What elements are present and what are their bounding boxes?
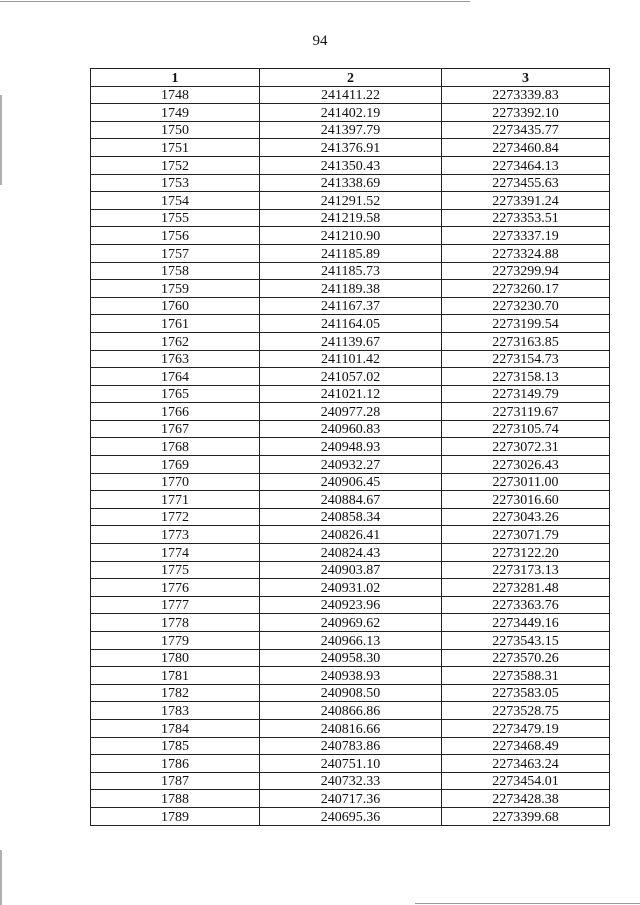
x-coordinate-cell: 240948.93 [260, 438, 442, 456]
table-row [91, 456, 610, 474]
x-coordinate-cell: 240826.41 [260, 526, 442, 544]
x-coordinate-cell: 241402.19 [260, 104, 442, 122]
table-row [91, 702, 610, 720]
point-number-cell: 1757 [91, 244, 260, 262]
x-coordinate-cell: 240858.34 [260, 508, 442, 526]
point-number-cell: 1764 [91, 368, 260, 386]
table-header-row [91, 69, 610, 87]
table-row [91, 420, 610, 438]
y-coordinate-cell: 2273392.10 [442, 104, 610, 122]
table-row [91, 632, 610, 650]
point-number-cell: 1758 [91, 262, 260, 280]
page-number: 94 [312, 33, 328, 49]
point-number-cell: 1753 [91, 174, 260, 192]
y-coordinate-cell: 2273072.31 [442, 438, 610, 456]
y-coordinate-cell: 2273105.74 [442, 420, 610, 438]
table-row [91, 368, 610, 386]
table-row [91, 667, 610, 685]
point-number-cell: 1755 [91, 209, 260, 227]
y-coordinate-cell: 2273464.13 [442, 156, 610, 174]
table-row [91, 719, 610, 737]
point-number-cell: 1780 [91, 649, 260, 667]
x-coordinate-cell: 240824.43 [260, 544, 442, 562]
x-coordinate-cell: 241021.12 [260, 385, 442, 403]
y-coordinate-cell: 2273479.19 [442, 719, 610, 737]
x-coordinate-cell: 241185.73 [260, 262, 442, 280]
y-coordinate-cell: 2273353.51 [442, 209, 610, 227]
x-coordinate-cell: 241167.37 [260, 297, 442, 315]
point-number-cell: 1776 [91, 579, 260, 597]
y-coordinate-cell: 2273583.05 [442, 684, 610, 702]
point-number-cell: 1779 [91, 632, 260, 650]
y-coordinate-cell: 2273588.31 [442, 667, 610, 685]
y-coordinate-cell: 2273173.13 [442, 561, 610, 579]
point-number-cell: 1767 [91, 420, 260, 438]
x-coordinate-cell: 240906.45 [260, 473, 442, 491]
point-number-cell: 1784 [91, 719, 260, 737]
x-coordinate-cell: 240966.13 [260, 632, 442, 650]
point-number-cell: 1781 [91, 667, 260, 685]
y-coordinate-cell: 2273043.26 [442, 508, 610, 526]
scan-edge-bottom [415, 903, 640, 904]
y-coordinate-cell: 2273339.83 [442, 86, 610, 104]
table-row [91, 649, 610, 667]
table-row [91, 772, 610, 790]
table-row [91, 262, 610, 280]
x-coordinate-cell: 240903.87 [260, 561, 442, 579]
point-number-cell: 1774 [91, 544, 260, 562]
y-coordinate-cell: 2273158.13 [442, 368, 610, 386]
table-row [91, 280, 610, 298]
point-number-cell: 1775 [91, 561, 260, 579]
table-body [91, 86, 610, 825]
table-row [91, 438, 610, 456]
table-row [91, 104, 610, 122]
point-number-cell: 1772 [91, 508, 260, 526]
table-row [91, 755, 610, 773]
point-number-cell: 1759 [91, 280, 260, 298]
point-number-cell: 1754 [91, 192, 260, 210]
y-coordinate-cell: 2273071.79 [442, 526, 610, 544]
point-number-cell: 1788 [91, 790, 260, 808]
x-coordinate-cell: 240884.67 [260, 491, 442, 509]
x-coordinate-cell: 240816.66 [260, 719, 442, 737]
table-row [91, 807, 610, 825]
x-coordinate-cell: 241397.79 [260, 121, 442, 139]
table-row [91, 684, 610, 702]
table-row [91, 579, 610, 597]
y-coordinate-cell: 2273428.38 [442, 790, 610, 808]
point-number-cell: 1756 [91, 227, 260, 245]
y-coordinate-cell: 2273454.01 [442, 772, 610, 790]
x-coordinate-cell: 240969.62 [260, 614, 442, 632]
y-coordinate-cell: 2273199.54 [442, 315, 610, 333]
x-coordinate-cell: 241057.02 [260, 368, 442, 386]
y-coordinate-cell: 2273026.43 [442, 456, 610, 474]
y-coordinate-cell: 2273570.26 [442, 649, 610, 667]
table-row [91, 403, 610, 421]
x-coordinate-cell: 240977.28 [260, 403, 442, 421]
x-coordinate-cell: 241291.52 [260, 192, 442, 210]
table-row [91, 596, 610, 614]
y-coordinate-cell: 2273435.77 [442, 121, 610, 139]
point-number-cell: 1789 [91, 807, 260, 825]
point-number-cell: 1751 [91, 139, 260, 157]
table-row [91, 385, 610, 403]
table-row [91, 332, 610, 350]
x-coordinate-cell: 241376.91 [260, 139, 442, 157]
y-coordinate-cell: 2273119.67 [442, 403, 610, 421]
point-number-cell: 1783 [91, 702, 260, 720]
y-coordinate-cell: 2273260.17 [442, 280, 610, 298]
x-coordinate-cell: 240866.86 [260, 702, 442, 720]
point-number-cell: 1773 [91, 526, 260, 544]
y-coordinate-cell: 2273230.70 [442, 297, 610, 315]
y-coordinate-cell: 2273016.60 [442, 491, 610, 509]
y-coordinate-cell: 2273281.48 [442, 579, 610, 597]
table-row [91, 315, 610, 333]
y-coordinate-cell: 2273463.24 [442, 755, 610, 773]
table-row [91, 790, 610, 808]
point-number-cell: 1778 [91, 614, 260, 632]
table-row [91, 156, 610, 174]
point-number-cell: 1771 [91, 491, 260, 509]
header-cell-point: 1 [91, 69, 260, 87]
table-row [91, 508, 610, 526]
coordinates-table [90, 68, 610, 826]
point-number-cell: 1766 [91, 403, 260, 421]
table-row [91, 491, 610, 509]
point-number-cell: 1777 [91, 596, 260, 614]
point-number-cell: 1770 [91, 473, 260, 491]
table-row [91, 139, 610, 157]
table-row [91, 174, 610, 192]
point-number-cell: 1787 [91, 772, 260, 790]
x-coordinate-cell: 240732.33 [260, 772, 442, 790]
scan-edge-top [0, 1, 470, 2]
y-coordinate-cell: 2273543.15 [442, 632, 610, 650]
x-coordinate-cell: 241338.69 [260, 174, 442, 192]
table-row [91, 297, 610, 315]
y-coordinate-cell: 2273528.75 [442, 702, 610, 720]
point-number-cell: 1769 [91, 456, 260, 474]
x-coordinate-cell: 241139.67 [260, 332, 442, 350]
y-coordinate-cell: 2273122.20 [442, 544, 610, 562]
header-cell-y: 3 [442, 69, 610, 87]
y-coordinate-cell: 2273337.19 [442, 227, 610, 245]
table-row [91, 544, 610, 562]
table-row [91, 614, 610, 632]
y-coordinate-cell: 2273468.49 [442, 737, 610, 755]
x-coordinate-cell: 240908.50 [260, 684, 442, 702]
y-coordinate-cell: 2273455.63 [442, 174, 610, 192]
scan-edge-left-upper [0, 95, 2, 185]
x-coordinate-cell: 241185.89 [260, 244, 442, 262]
x-coordinate-cell: 240932.27 [260, 456, 442, 474]
table-row [91, 526, 610, 544]
x-coordinate-cell: 240931.02 [260, 579, 442, 597]
point-number-cell: 1748 [91, 86, 260, 104]
y-coordinate-cell: 2273324.88 [442, 244, 610, 262]
y-coordinate-cell: 2273163.85 [442, 332, 610, 350]
y-coordinate-cell: 2273149.79 [442, 385, 610, 403]
point-number-cell: 1768 [91, 438, 260, 456]
point-number-cell: 1762 [91, 332, 260, 350]
y-coordinate-cell: 2273399.68 [442, 807, 610, 825]
table-row [91, 192, 610, 210]
x-coordinate-cell: 241219.58 [260, 209, 442, 227]
point-number-cell: 1752 [91, 156, 260, 174]
table-row [91, 227, 610, 245]
y-coordinate-cell: 2273460.84 [442, 139, 610, 157]
table-row [91, 737, 610, 755]
table-row [91, 244, 610, 262]
x-coordinate-cell: 241189.38 [260, 280, 442, 298]
x-coordinate-cell: 241210.90 [260, 227, 442, 245]
table-row [91, 86, 610, 104]
x-coordinate-cell: 241101.42 [260, 350, 442, 368]
x-coordinate-cell: 240695.36 [260, 807, 442, 825]
point-number-cell: 1763 [91, 350, 260, 368]
y-coordinate-cell: 2273154.73 [442, 350, 610, 368]
x-coordinate-cell: 240751.10 [260, 755, 442, 773]
table-row [91, 121, 610, 139]
scan-edge-left-lower [0, 850, 2, 905]
point-number-cell: 1786 [91, 755, 260, 773]
point-number-cell: 1765 [91, 385, 260, 403]
table-row [91, 209, 610, 227]
point-number-cell: 1785 [91, 737, 260, 755]
x-coordinate-cell: 241411.22 [260, 86, 442, 104]
point-number-cell: 1760 [91, 297, 260, 315]
x-coordinate-cell: 240938.93 [260, 667, 442, 685]
y-coordinate-cell: 2273011.00 [442, 473, 610, 491]
x-coordinate-cell: 241164.05 [260, 315, 442, 333]
point-number-cell: 1782 [91, 684, 260, 702]
point-number-cell: 1761 [91, 315, 260, 333]
point-number-cell: 1749 [91, 104, 260, 122]
y-coordinate-cell: 2273391.24 [442, 192, 610, 210]
x-coordinate-cell: 240958.30 [260, 649, 442, 667]
table-row [91, 350, 610, 368]
y-coordinate-cell: 2273363.76 [442, 596, 610, 614]
x-coordinate-cell: 240717.36 [260, 790, 442, 808]
table-row [91, 561, 610, 579]
y-coordinate-cell: 2273299.94 [442, 262, 610, 280]
x-coordinate-cell: 240960.83 [260, 420, 442, 438]
point-number-cell: 1750 [91, 121, 260, 139]
y-coordinate-cell: 2273449.16 [442, 614, 610, 632]
x-coordinate-cell: 240783.86 [260, 737, 442, 755]
x-coordinate-cell: 240923.96 [260, 596, 442, 614]
x-coordinate-cell: 241350.43 [260, 156, 442, 174]
header-cell-x: 2 [260, 69, 442, 87]
table-row [91, 473, 610, 491]
